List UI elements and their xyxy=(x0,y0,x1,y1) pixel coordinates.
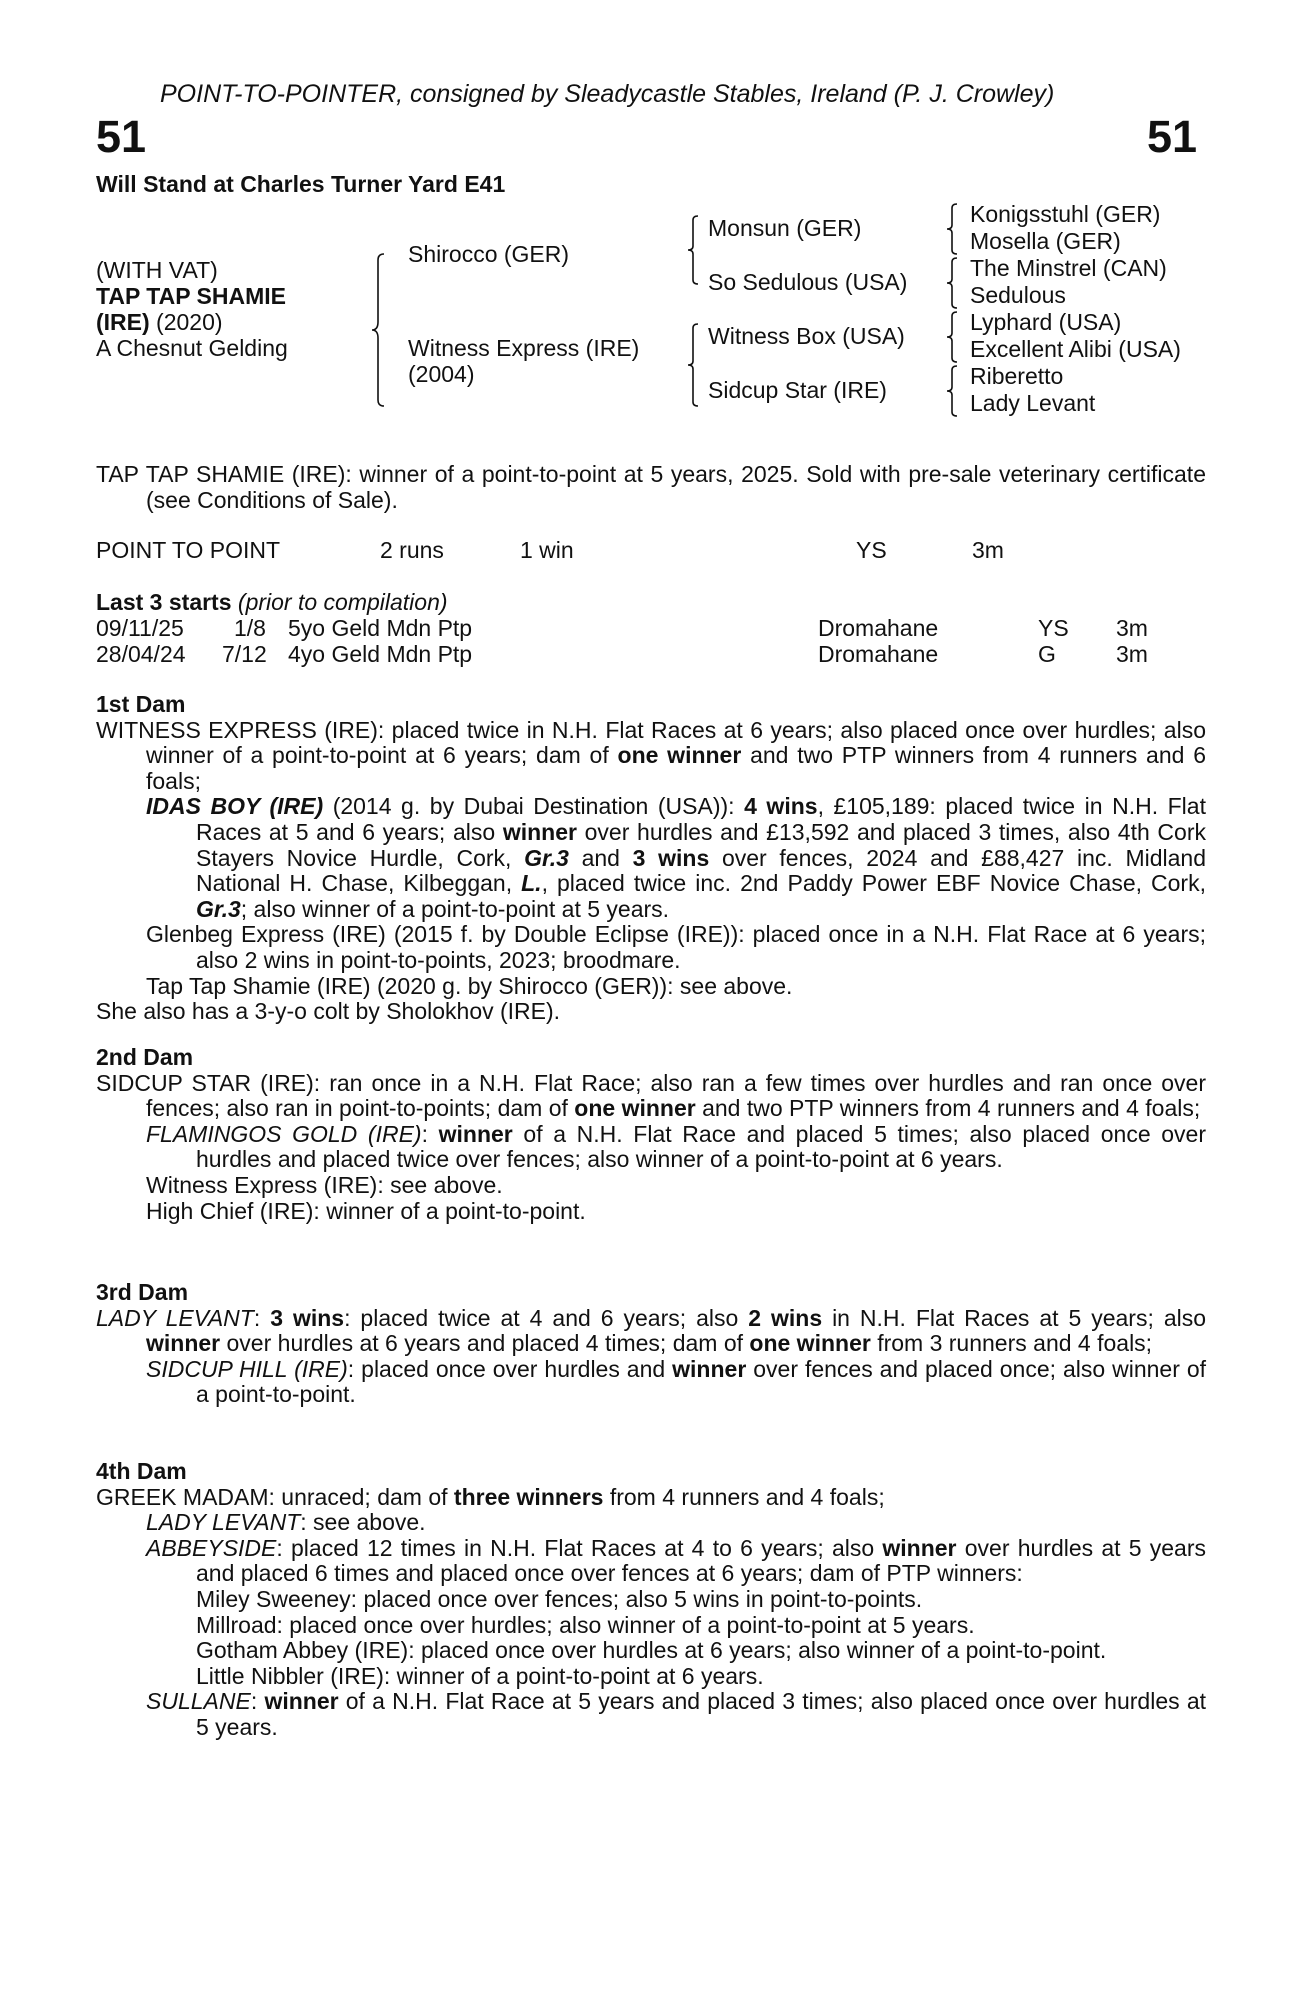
pedigree-brace-dam xyxy=(686,322,702,408)
bold-text: one winner xyxy=(617,742,742,769)
pedigree-dam: Witness Express (IRE) xyxy=(408,335,640,361)
grade: Gr.3 xyxy=(196,895,241,922)
third-dam-text xyxy=(96,1306,1206,1357)
text: : placed once over hurdles and xyxy=(347,1355,673,1382)
text: , placed twice inc. 2nd Paddy Power EBF Novice Chase, Cork, xyxy=(541,870,1206,897)
text: over fences and placed once; also winner of a point-to-point. xyxy=(196,1355,1207,1408)
second-dam-text xyxy=(96,1071,1206,1122)
start-date: 28/04/24 xyxy=(96,641,186,667)
text: over hurdles and £13,592 and placed 3 times, also 4th Cork Stayers Novice Hurdle, Cork, xyxy=(196,818,1206,871)
bold-text: winner xyxy=(264,1688,339,1715)
pedigree-sire: Shirocco (GER) xyxy=(408,241,570,267)
first-dam-text xyxy=(96,718,1206,795)
grandproduce-gotham-abbey: Gotham Abbey (IRE): placed once over hurdles at 6 years; also winner of a point-to-point. xyxy=(196,1637,1107,1664)
horse-suffix-line xyxy=(96,310,223,336)
bold-text: three winners xyxy=(453,1483,604,1510)
text: from 4 runners and 4 foals; xyxy=(603,1483,885,1510)
grandproduce-millroad: Millroad: placed once over hurdles; also winner of a point-to-point at 5 years. xyxy=(196,1611,975,1638)
text: : xyxy=(253,1304,271,1331)
record-going: YS xyxy=(856,537,887,563)
summary-section xyxy=(96,462,1206,513)
start-race: 5yo Geld Mdn Ptp xyxy=(288,615,473,641)
produce-abbeyside xyxy=(96,1536,1206,1587)
summary-text: TAP TAP SHAMIE (IRE): winner of a point-to-point at 5 years, 2025. Sold with pre-sale veterinary certificate (see Conditions of Sale). xyxy=(96,461,1206,513)
pedigree-ddd: Lady Levant xyxy=(970,390,1096,416)
horse-name: FLAMINGOS GOLD (IRE) xyxy=(146,1120,422,1147)
record-runs: 2 runs xyxy=(380,537,444,563)
text: ; also winner of a point-to-point at 5 years. xyxy=(240,895,670,922)
start-going: YS xyxy=(1038,615,1069,641)
start-date: 09/11/25 xyxy=(96,615,184,641)
produce-sullane xyxy=(96,1689,1206,1740)
vat-note: (WITH VAT) xyxy=(96,257,218,283)
start-position: 7/12 xyxy=(222,641,267,667)
pedigree-dsd: Excellent Alibi (USA) xyxy=(970,336,1181,362)
first-dam-also: She also has a 3-y-o colt by Sholokhov (IRE). xyxy=(96,998,561,1025)
pedigree-brace-sd xyxy=(945,256,961,310)
pedigree-dam-sire: Witness Box (USA) xyxy=(708,323,905,349)
text: : xyxy=(421,1120,439,1147)
pedigree-sire-dam: So Sedulous (USA) xyxy=(708,269,908,295)
bold-text: one winner xyxy=(749,1330,871,1357)
third-dam-section xyxy=(96,1280,1206,1408)
text: , £105,189: placed twice in N.H. Flat Races at 5 and 6 years; also xyxy=(196,793,1206,845)
start-race: 4yo Geld Mdn Ptp xyxy=(288,641,473,667)
horse-name: TAP TAP SHAMIE xyxy=(96,283,286,309)
text: from 3 runners and 4 foals; xyxy=(870,1330,1153,1357)
bold-text: winner xyxy=(502,818,577,845)
start-distance: 3m xyxy=(1116,641,1148,667)
record-wins: 1 win xyxy=(520,537,574,563)
text: over hurdles at 6 years and placed 4 times; dam of xyxy=(220,1330,750,1357)
start-course: Dromahane xyxy=(818,615,939,641)
pedigree-brace-main xyxy=(370,252,390,408)
grandproduce-little-nibbler: Little Nibbler (IRE): winner of a point-to-point at 6 years. xyxy=(196,1662,764,1689)
produce-witness-express: Witness Express (IRE): see above. xyxy=(146,1171,503,1198)
bold-text: 4 wins xyxy=(744,793,818,820)
record-type: POINT TO POINT xyxy=(96,537,281,563)
last-starts-heading-line xyxy=(96,590,448,616)
pedigree-ssd: Mosella (GER) xyxy=(970,228,1121,254)
text: over fences, 2024 and £88,427 inc. Midland National H. Chase, Kilbeggan, xyxy=(196,844,1206,897)
pedigree-brace-ss xyxy=(945,202,961,256)
bold-text: 3 wins xyxy=(270,1304,345,1331)
produce-sidcup-hill xyxy=(96,1357,1206,1408)
horse-country: (IRE) xyxy=(96,309,150,335)
produce-lady-levant xyxy=(96,1510,1206,1536)
text: WITNESS EXPRESS (IRE): placed twice in N.H. Flat Races at 6 years; also placed once over hurdles; also winner of a point-to-point at 6 years; dam of xyxy=(96,716,1206,769)
grandproduce-miley-sweeney: Miley Sweeney: placed once over fences; also 5 wins in point-to-points. xyxy=(196,1585,923,1612)
horse-description: A Chesnut Gelding xyxy=(96,335,288,361)
start-distance: 3m xyxy=(1116,615,1148,641)
start-position: 1/8 xyxy=(234,615,266,641)
fourth-dam-heading: 4th Dam xyxy=(96,1458,187,1484)
text: SIDCUP STAR (IRE): ran once in a N.H. Flat Race; also ran a few times over hurdles and ran once over fences; also ran in point-to-points; dam of xyxy=(96,1069,1206,1122)
horse-name: ABBEYSIDE xyxy=(146,1534,277,1561)
text: (2014 g. by Dubai Destination (USA)): xyxy=(323,793,745,820)
horse-year: (2020) xyxy=(149,309,223,335)
third-dam-heading: 3rd Dam xyxy=(96,1279,189,1305)
second-dam-section xyxy=(96,1045,1206,1224)
pedigree-dds: Riberetto xyxy=(970,363,1064,389)
horse-name: LADY LEVANT xyxy=(146,1509,301,1536)
last-starts-heading: Last 3 starts xyxy=(96,589,232,615)
produce-high-chief: High Chief (IRE): winner of a point-to-point. xyxy=(146,1197,586,1224)
pedigree-brace-dd xyxy=(945,364,961,418)
pedigree-sss: Konigsstuhl (GER) xyxy=(970,201,1161,227)
text: over hurdles at 5 years and placed 6 times and placed once over fences at 6 years; dam of PTP winners: xyxy=(196,1534,1207,1587)
pedigree-dam-dam: Sidcup Star (IRE) xyxy=(708,377,887,403)
stand-location: Will Stand at Charles Turner Yard E41 xyxy=(96,171,506,197)
pedigree-brace-ds xyxy=(945,310,961,364)
bold-text: winner xyxy=(146,1330,221,1357)
first-dam-heading: 1st Dam xyxy=(96,691,186,717)
text: GREEK MADAM: unraced; dam of xyxy=(96,1483,454,1510)
produce-tap-tap-shamie: Tap Tap Shamie (IRE) (2020 g. by Shirocco (GER)): see above. xyxy=(146,972,793,999)
lot-number-left: 51 xyxy=(96,111,147,162)
text: : xyxy=(250,1688,265,1715)
bold-text: 3 wins xyxy=(632,844,710,871)
bold-text: 2 wins xyxy=(748,1304,823,1331)
text: and xyxy=(568,844,633,871)
fourth-dam-text xyxy=(96,1485,1206,1511)
bold-text: winner xyxy=(882,1534,957,1561)
horse-name: SULLANE xyxy=(146,1688,251,1715)
first-dam-section xyxy=(96,692,1206,1025)
pedigree-dam-year: (2004) xyxy=(408,361,475,387)
text: in N.H. Flat Races at 5 years; also xyxy=(822,1304,1207,1331)
start-going: G xyxy=(1038,641,1056,667)
grade: Gr.3 xyxy=(524,844,569,871)
horse-name: LADY LEVANT xyxy=(96,1304,254,1331)
pedigree-dss: Lyphard (USA) xyxy=(970,309,1122,335)
record-distance: 3m xyxy=(972,537,1004,563)
bold-text: winner xyxy=(438,1120,513,1147)
produce-glenbeg-express: Glenbeg Express (IRE) (2015 f. by Double Eclipse (IRE)): placed once in a N.H. Flat Race at 6 years; also 2 wins in point-to-points, 2023; broodmare. xyxy=(146,921,1206,973)
text: : see above. xyxy=(300,1509,426,1536)
produce-flamingos-gold xyxy=(96,1122,1206,1173)
horse-name: IDAS BOY (IRE) xyxy=(146,793,324,820)
pedigree-sdd: Sedulous xyxy=(970,282,1066,308)
pedigree-sds: The Minstrel (CAN) xyxy=(970,255,1167,281)
start-course: Dromahane xyxy=(818,641,939,667)
lot-number-right: 51 xyxy=(1146,111,1197,162)
text: : placed twice at 4 and 6 years; also xyxy=(344,1304,749,1331)
text: : placed 12 times in N.H. Flat Races at 4 to 6 years; also xyxy=(276,1534,883,1561)
text: and two PTP winners from 4 runners and 6 foals; xyxy=(146,742,1206,794)
second-dam-heading: 2nd Dam xyxy=(96,1044,194,1070)
produce-idas-boy xyxy=(96,794,1206,922)
horse-name: SIDCUP HILL (IRE) xyxy=(146,1355,348,1382)
text: and two PTP winners from 4 runners and 4 foals; xyxy=(695,1095,1201,1122)
text: of a N.H. Flat Race and placed 5 times; also placed once over hurdles and placed twice over fences; also winner of a point-to-point at 6 years. xyxy=(196,1120,1207,1173)
last-starts-note: (prior to compilation) xyxy=(231,589,448,615)
bold-text: winner xyxy=(672,1355,747,1382)
pedigree-brace-sire xyxy=(686,214,702,286)
bold-text: one winner xyxy=(574,1095,696,1122)
fourth-dam-section xyxy=(96,1459,1206,1741)
grade: L. xyxy=(521,870,542,897)
text: of a N.H. Flat Race at 5 years and placed 3 times; also placed once over hurdles at 5 years. xyxy=(196,1688,1207,1740)
consignment-line: POINT-TO-POINTER, consigned by Sleadycastle Stables, Ireland (P. J. Crowley) xyxy=(160,80,1055,108)
pedigree-sire-sire: Monsun (GER) xyxy=(708,215,862,241)
